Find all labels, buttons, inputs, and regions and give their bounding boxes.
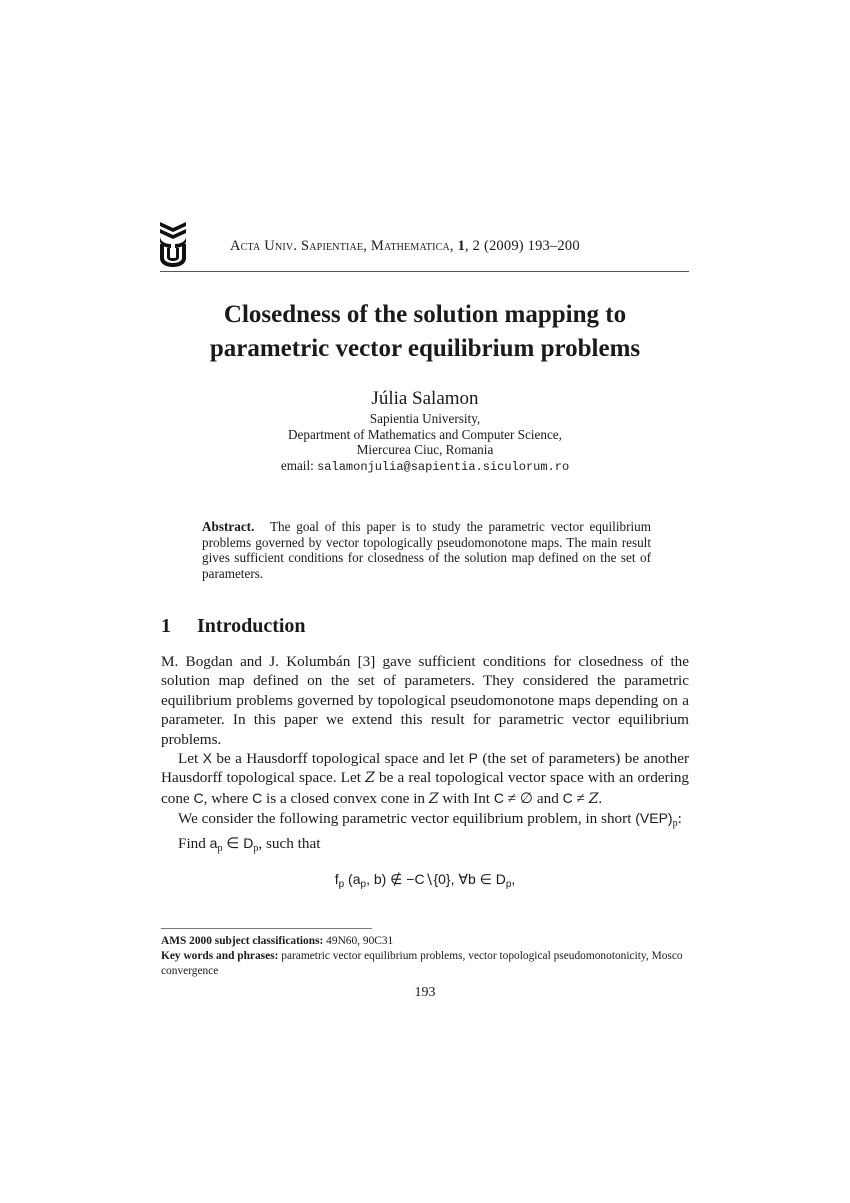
paragraph-3: We consider the following parametric vector equilibrium problem, in short $(VEP)_p$: [178, 810, 682, 830]
paragraph-4: Find $a_p$ ∈ $D_p$, such that [178, 834, 321, 854]
affiliation-line-3: Miercurea Ciuc, Romania [356, 442, 494, 458]
paragraph-2: Let X be a Hausdorff topological space and let P (the set of parameters) be another Hausdorff topological space. Let Z be a real topological vector space with an ordering cone C, where C is a closed convex cone in Z with Int C ≠ ∅ and C ≠ Z. [161, 750, 690, 807]
sapientia-logo-icon [158, 220, 188, 268]
paper-title [140, 298, 710, 366]
email-label: email: [280, 457, 314, 473]
keywords: Key words and phrases: parametric vector equilibrium problems, vector topological pseudomonotonicity, Mosco convergence [161, 950, 683, 977]
author-name: Júlia Salamon [371, 388, 479, 409]
title-line-1: Closedness of the solution mapping to [223, 301, 627, 328]
author-block [200, 387, 650, 475]
affiliation-line-1: Sapientia University, [369, 411, 481, 426]
section-heading [161, 615, 306, 638]
abstract-text: The goal of this paper is to study the parametric vector equilibrium problems governed by vector topologically pseudomonotone maps. The main result gives sufficient conditions for closedness of the solution map defined on the set of parameters. [202, 519, 651, 581]
paragraph-1: M. Bogdan and J. Kolumbán [3] gave sufficient conditions for closedness of the solution map defined on the set of parameters. They considered the parametric equilibrium problems governed by topological pseudomonotone maps depending on a parameter. In this paper we extend this result for parametric vector equilibrium problems. [161, 653, 689, 748]
abstract-label: Abstract. [202, 519, 255, 534]
ams-classification: AMS 2000 subject classifications: 49N60, 90C31 [161, 935, 394, 947]
running-head [230, 238, 580, 255]
section-number: 1 [161, 615, 171, 637]
page-number: 193 [414, 985, 436, 1000]
issue-year-pages: , 2 (2009) 193–200 [465, 238, 580, 254]
section-title: Introduction [197, 615, 306, 637]
affiliation-line-2: Department of Mathematics and Computer Science, [288, 426, 562, 442]
body-text [161, 652, 689, 894]
footnote [161, 934, 689, 979]
title-line-2: parametric vector equilibrium problems [209, 335, 641, 362]
abstract [202, 519, 651, 581]
header-rule [160, 271, 689, 272]
journal-name: Acta Univ. Sapientiae, Mathematica, [230, 238, 454, 254]
display-equation: $f_p$ ($a_p$, b) ∉ −C∖{0}, ∀b ∈ $D_p$, [334, 871, 516, 891]
email-address[interactable]: salamonjulia@sapientia.siculorum.ro [317, 459, 570, 474]
volume-number: 1 [457, 238, 466, 254]
email-line [200, 458, 650, 476]
footnote-rule [161, 928, 372, 929]
